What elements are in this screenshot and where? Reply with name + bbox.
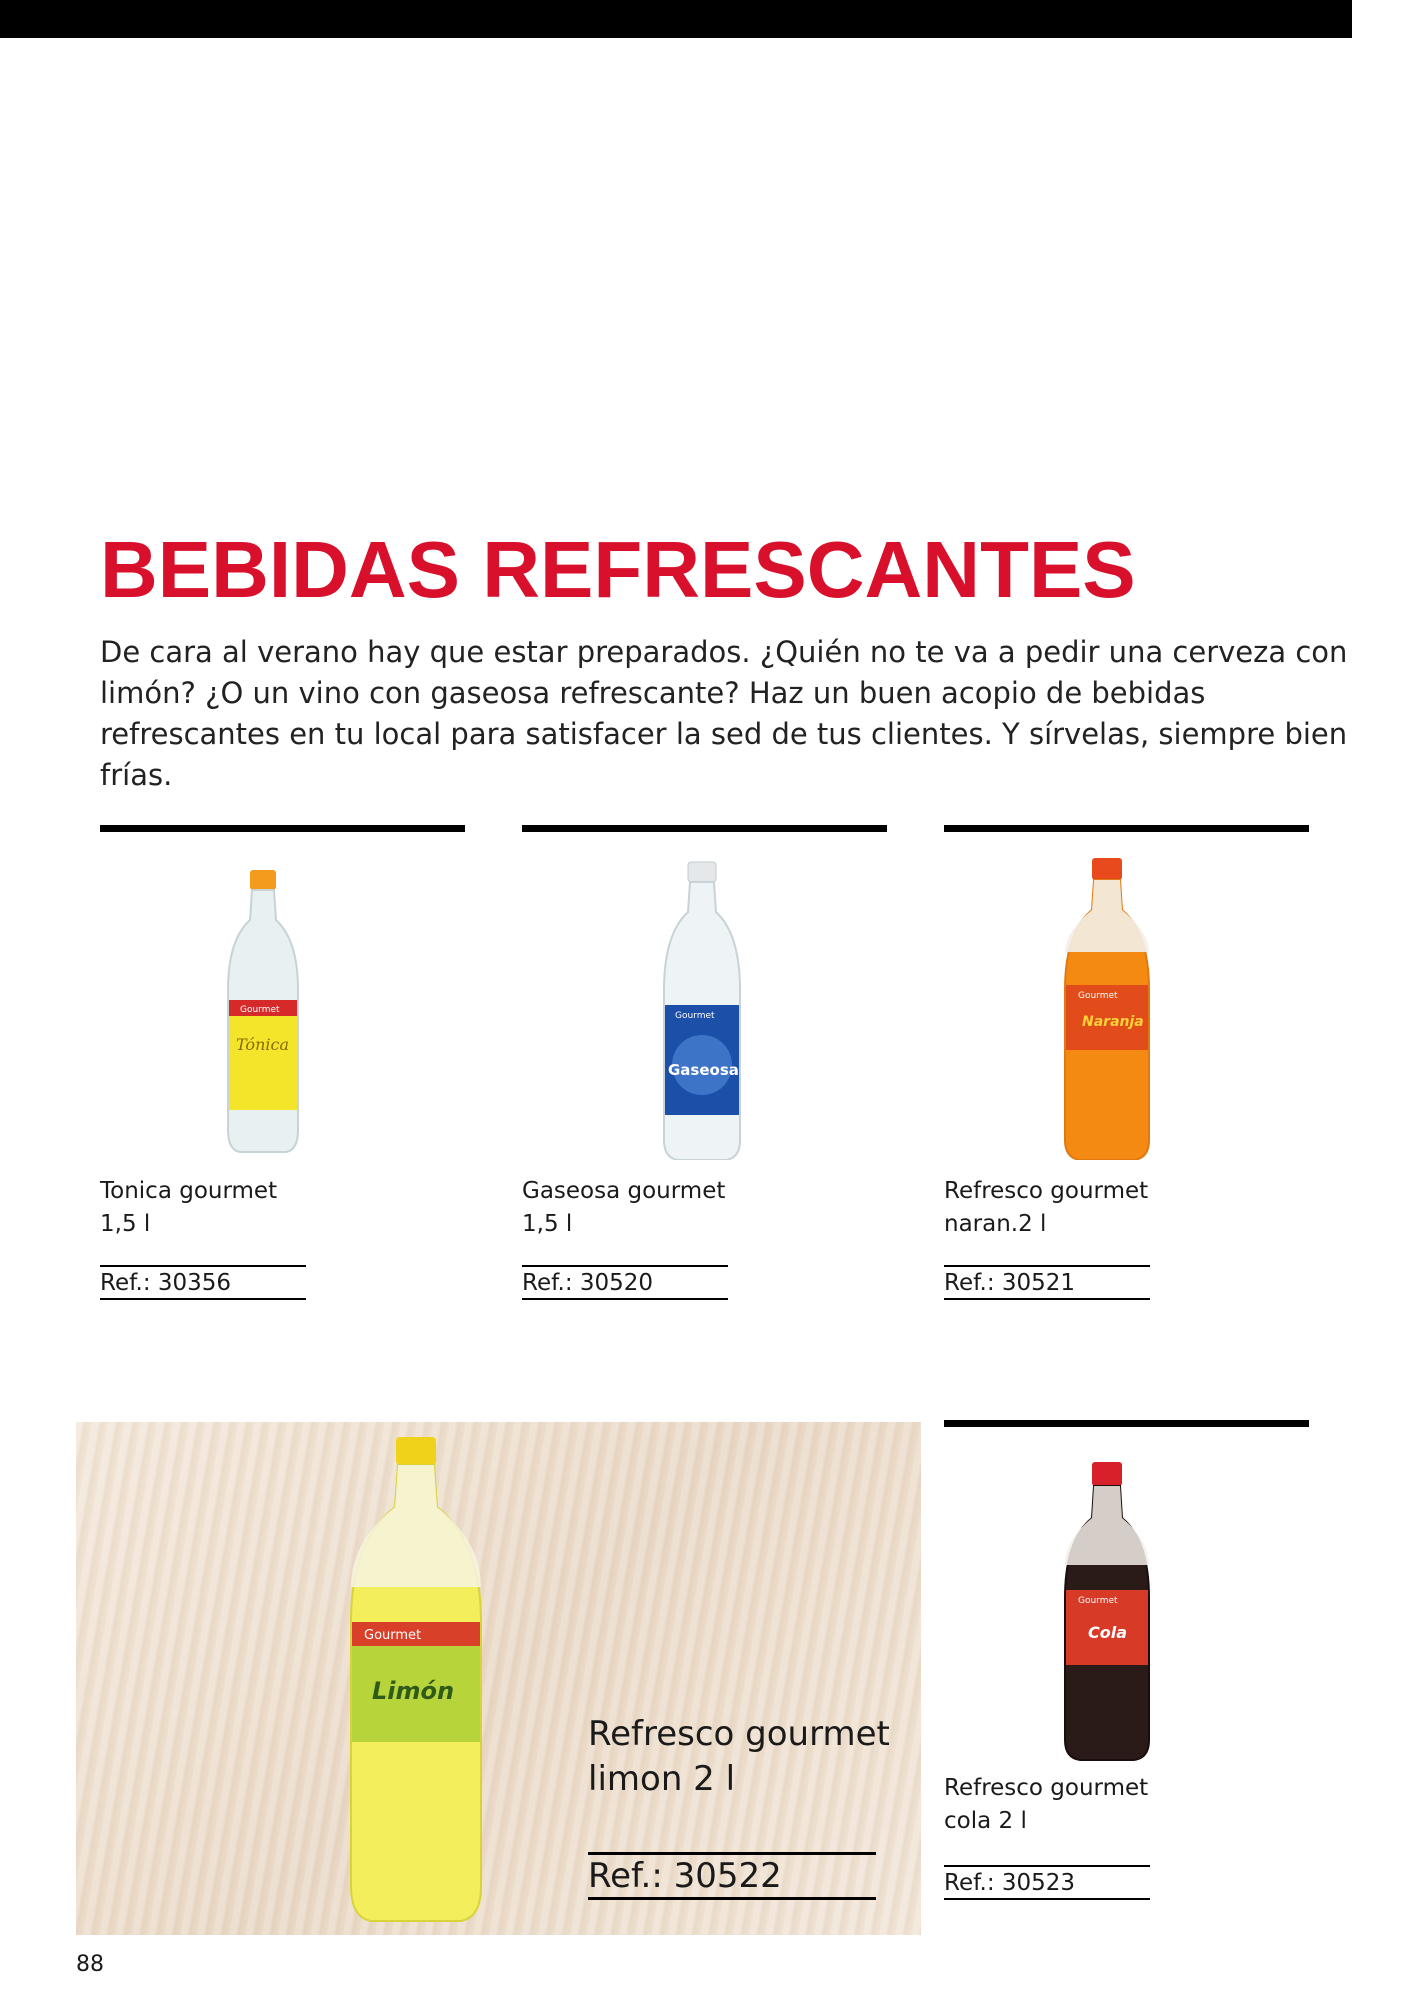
tonica-label-text: Tónica [236,1035,289,1054]
top-bar [0,0,1352,38]
page-number: 88 [76,1952,104,1977]
product-name: Tonica gourmet 1,5 l [100,1178,278,1237]
product-card-tonica[interactable] [100,825,465,1315]
product-name: Refresco gourmet cola 2 l [944,1775,1149,1834]
cola-bottle-image [944,1435,1309,1765]
product-name: Gaseosa gourmet 1,5 l [522,1178,726,1237]
feature-ref: Ref.: 30522 [588,1852,876,1900]
gaseosa-bottle-image [522,840,887,1160]
product-rule [522,825,887,832]
limon-label-text: Limón [372,1677,455,1705]
tonica-bottle-image [100,840,465,1160]
product-rule [100,825,465,832]
feature-panel-limon[interactable] [76,1422,921,1935]
naranja-label-brand: Gourmet [1078,991,1118,1001]
product-ref: Ref.: 30356 [100,1265,306,1300]
product-ref: Ref.: 30520 [522,1265,728,1300]
gaseosa-label-brand: Gourmet [675,1011,715,1021]
product-ref: Ref.: 30523 [944,1865,1150,1900]
cola-label-brand: Gourmet [1078,1596,1118,1606]
intro-paragraph: De cara al verano hay que estar preparados. ¿Quién no te va a pedir una cerveza con limón? ¿O un vino con gaseosa refrescante? Haz un buen acopio de bebidas refrescantes en tu local para satisfacer la sed de tus clientes. Y sírvelas, siempre bien frías. [100,635,1348,792]
product-card-cola[interactable] [944,1420,1309,1920]
product-card-naranja[interactable] [944,825,1309,1315]
product-rule [944,825,1309,832]
limon-label-brand: Gourmet [364,1628,422,1643]
cola-label-text: Cola [1088,1623,1128,1642]
product-name: Refresco gourmet naran.2 l [944,1178,1149,1237]
gaseosa-label-text: Gaseosa [668,1061,739,1079]
feature-name: Refresco gourmet limon 2 l [588,1714,890,1799]
product-card-gaseosa[interactable] [522,825,887,1315]
product-rule [944,1420,1309,1427]
naranja-bottle-image [944,840,1309,1160]
tonica-label-brand: Gourmet [240,1005,280,1015]
page-title: BEBIDAS REFRESCANTES [100,525,1136,614]
naranja-label-text: Naranja [1082,1014,1144,1030]
product-ref: Ref.: 30521 [944,1265,1150,1300]
limon-bottle-image [316,1437,516,1927]
